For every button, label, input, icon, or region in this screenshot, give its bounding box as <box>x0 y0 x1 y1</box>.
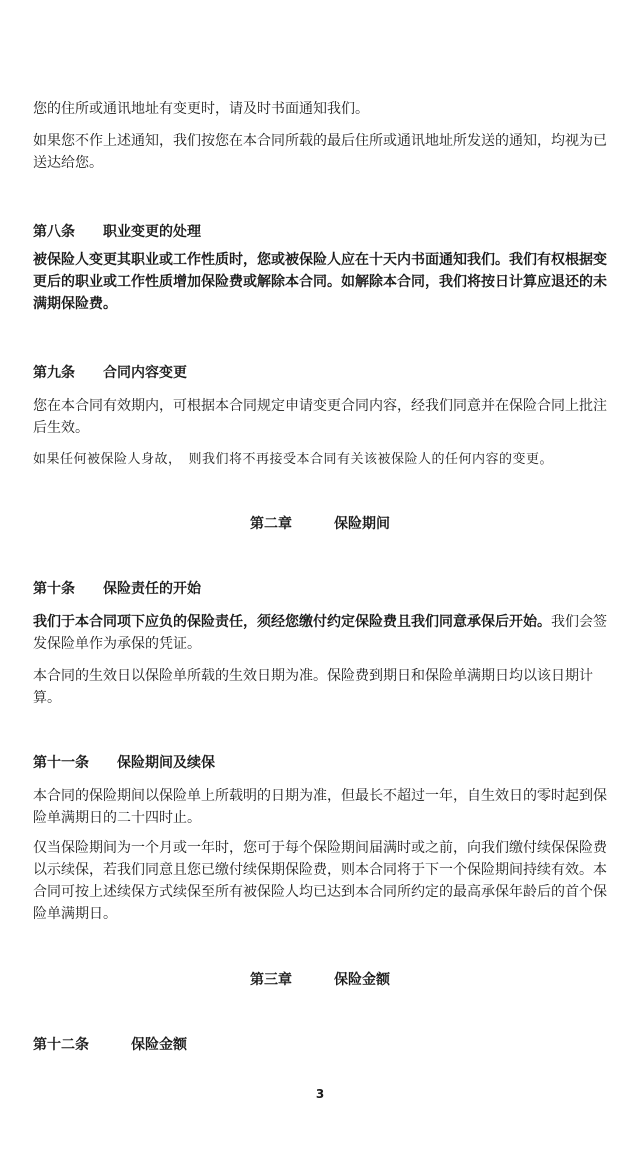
section-heading-8 <box>33 221 201 241</box>
section-title: 保险期间及续保 <box>117 755 215 771</box>
section-title: 保险责任的开始 <box>103 581 201 597</box>
section-heading-9 <box>33 362 187 382</box>
chapter-number: 第三章 <box>250 972 292 988</box>
section-heading-11 <box>33 752 215 772</box>
section-heading-10 <box>33 578 201 598</box>
section-title: 保险金额 <box>131 1037 187 1053</box>
paragraph-contract-change: 您在本合同有效期内，可根据本合同规定申请变更合同内容，经我们同意并在保险合同上批注后生效。 <box>33 398 607 436</box>
section-heading-12 <box>33 1034 187 1054</box>
section-number: 第十二条 <box>33 1037 89 1053</box>
paragraph-insurance-period: 本合同的保险期间以保险单上所载明的日期为准，但最长不超过一年，自生效日的零时起到保险单满期日的二十四时止。 <box>33 788 607 826</box>
section-number: 第十条 <box>33 581 75 597</box>
section-number: 第九条 <box>33 365 75 381</box>
section-title: 合同内容变更 <box>103 365 187 381</box>
paragraph-renewal: 仅当保险期间为一个月或一年时，您可于每个保险期间届满时或之前，向我们缴付续保保险费以示续保，若我们同意且您已缴付续保期保险费，则本合同将于下一个保险期间持续有效。本合同可按上述续保方式续保至所有被保险人均已达到本合同所约定的最高承保年龄后的首个保险单满期日。 <box>33 840 607 922</box>
paragraph-address-change: 您的住所或通讯地址有变更时，请及时书面通知我们。 <box>33 101 369 117</box>
chapter-title: 保险金额 <box>334 972 390 988</box>
chapter-number: 第二章 <box>250 516 292 532</box>
section-title: 职业变更的处理 <box>103 224 201 240</box>
chapter-heading-2 <box>0 513 640 533</box>
chapter-heading-3 <box>0 969 640 989</box>
paragraph-coverage-start <box>33 611 611 655</box>
paragraph-notice-default: 如果您不作上述通知，我们按您在本合同所载的最后住所或通讯地址所发送的通知，均视为已送达给您。 <box>33 133 607 171</box>
paragraph-effective-date: 本合同的生效日以保险单所载的生效日期为准。保险费到期日和保险单满期日均以该日期计算。 <box>33 668 593 706</box>
coverage-start-bold-text: 我们于本合同项下应负的保险责任，须经您缴付约定保险费且我们同意承保后开始。 <box>33 614 551 630</box>
section-number: 第十一条 <box>33 755 89 771</box>
coverage-start-text: 我们会签发保险单作为承保的凭证。 <box>33 614 607 652</box>
paragraph-insured-death: 如果任何被保险人身故， 则我们将不再接受本合同有关该被保险人的任何内容的变更。 <box>33 452 554 467</box>
page-number: 3 <box>315 1087 325 1101</box>
chapter-title: 保险期间 <box>334 516 390 532</box>
section-number: 第八条 <box>33 224 75 240</box>
paragraph-occupation-change: 被保险人变更其职业或工作性质时，您或被保险人应在十天内书面通知我们。我们有权根据变更后的职业或工作性质增加保险费或解除本合同。如解除本合同，我们将按日计算应退还的未满期保险费。 <box>33 252 607 312</box>
